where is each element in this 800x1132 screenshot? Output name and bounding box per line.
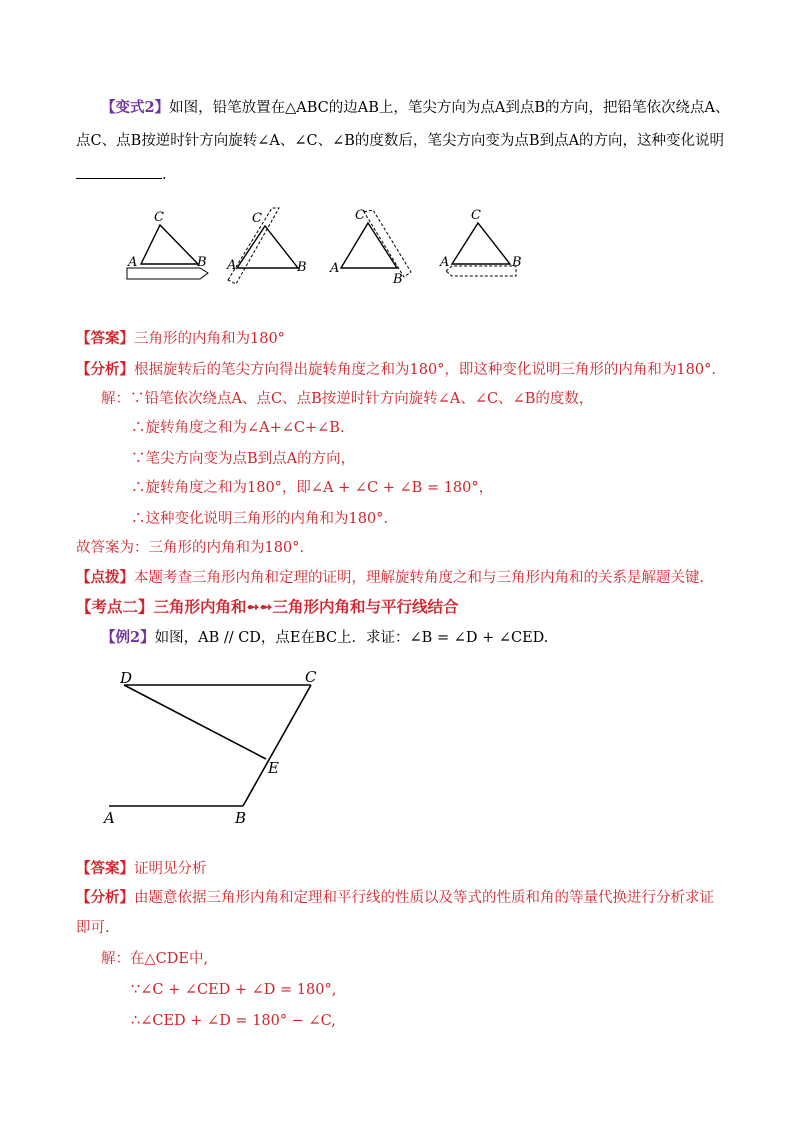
solution1-line4: ∴旋转角度之和为180°，即∠A + ∠C + ∠B = 180°， [131,480,494,496]
fig1-label-a3: A [330,261,340,276]
fig1-label-c4: C [471,208,481,223]
fig1-label-a4: A [440,255,450,270]
segment-cb [243,685,311,806]
fig1-label-c3: C [355,208,365,223]
variant2-line2: 点C、点B按逆时针方向旋转∠A、∠C、∠B的度数后，笔尖方向变为点B到点A的方向，这种变化说明 [76,133,725,149]
fig1-label-b1: B [197,255,207,270]
fig1-label-a1: A [128,255,138,270]
fig1-label-b4: B [512,255,522,270]
fig2-label-b: B [235,809,247,827]
analysis2-text: 由题意依据三角形内角和定理和平行线的性质以及等式的性质和角的等量代换进行分析求证 [134,890,714,906]
example2-tag: 【例2】 [101,629,155,646]
answer2-text: 证明见分析 [134,861,207,877]
segment-de [124,685,266,759]
answer1-text: 三角形的内角和为180° [134,331,285,347]
fig1-label-c1: C [154,210,164,225]
variant2-text-1: 如图，铅笔放置在△ABC的边AB上，笔尖方向为点A到点B的方向，把铅笔依次绕点A、 [169,100,730,116]
fig1-label-a2: A [227,258,237,273]
analysis1-tag: 【分析】 [76,361,134,378]
solution1-line3: ∵笔尖方向变为点B到点A的方向， [131,451,356,467]
fig1-label-b2: B [297,260,307,275]
fig2-label-c: C [305,668,317,686]
solution1-line5: ∴这种变化说明三角形的内角和为180°. [131,511,389,527]
tip1-tag: 【点拨】 [76,569,134,586]
section-heading: 【考点二】三角形内角和➻➻三角形内角和与平行线结合 [76,597,459,616]
fig2-label-a: A [104,809,115,827]
solution1-line6: 故答案为：三角形的内角和为180°. [76,540,305,556]
analysis2-line2: 即可. [76,920,110,936]
solution2-line1: 解：在△CDE中, [101,951,209,967]
tip1-text: 本题考查三角形内角和定理的证明，理解旋转角度之和与三角形内角和的关系是解题关键. [134,570,705,586]
answer2 [76,859,207,879]
fig1-label-c2: C [252,211,262,226]
analysis2-tag: 【分析】 [76,889,134,906]
solution1-line2: ∴旋转角度之和为∠A+∠C+∠B. [131,420,345,436]
fig2-label-d: D [120,669,133,687]
solution2-line2: ∵∠C + ∠CED + ∠D = 180°, [131,982,337,998]
fig1-label-b3: B [393,272,403,287]
example2-text: 如图，AB // CD，点E在BC上．求证：∠B = ∠D + ∠CED. [154,630,549,646]
solution1-line1: 解：∵铅笔依次绕点A、点C、点B按逆时针方向旋转∠A、∠C、∠B的度数， [101,391,594,407]
fig2-label-e: E [268,759,279,777]
answer2-tag: 【答案】 [76,860,134,877]
answer1-tag: 【答案】 [76,330,134,347]
variant2-tag: 【变式2】 [101,99,170,116]
solution2-line3: ∴∠CED + ∠D = 180° − ∠C, [131,1013,336,1029]
analysis1-text: 根据旋转后的笔尖方向得出旋转角度之和为180°，即这种变化说明三角形的内角和为180°. [134,362,716,378]
period: . [162,167,167,183]
analysis2-line1 [76,888,714,908]
